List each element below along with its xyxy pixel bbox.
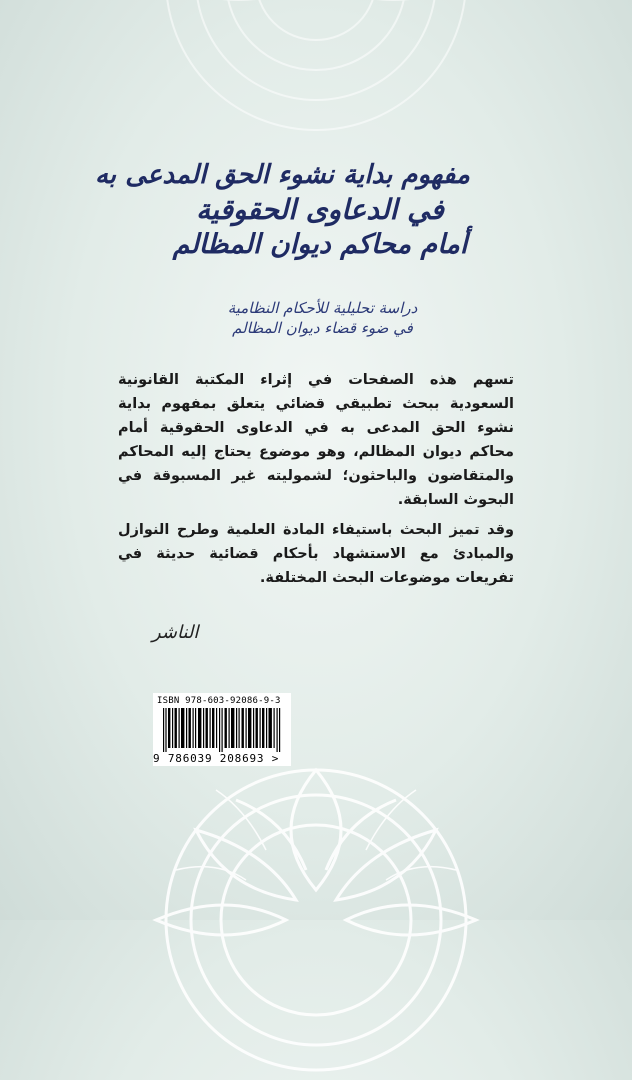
book-subtitle (205, 298, 440, 339)
barcode-digits: 9 786039 208693 > (153, 752, 280, 765)
title-line-2: في الدعاوى الحقوقية (196, 193, 444, 227)
isbn-barcode (153, 693, 291, 766)
book-title (94, 160, 470, 260)
subtitle-line-1: دراسة تحليلية للأحكام النظامية (227, 299, 418, 317)
ornament-top-icon (116, 0, 516, 140)
ornament-bottom-icon (116, 760, 516, 1080)
isbn-label: ISBN 978-603-92086-9-3 (157, 696, 281, 706)
barcode-bars-icon (163, 708, 281, 752)
title-line-3: أمام محاكم ديوان المظالم (172, 228, 468, 260)
publisher-signature: الناشر (152, 622, 199, 643)
blurb-text (118, 368, 514, 590)
subtitle-line-2: في ضوء قضاء ديوان المظالم (232, 319, 413, 338)
blurb-paragraph-2: وقد تميز البحث باستيفاء المادة العلمية وطرح النوازل والمبادئ مع الاستشهاد بأحكام قضائية حديثة في تفريعات موضوعات البحث المختلفة. (118, 522, 514, 586)
blurb-paragraph-1: تسهم هذه الصفحات في إثراء المكتبة القانونية السعودية ببحث تطبيقي قضائي يتعلق بمفهوم بداية نشوء الحق المدعى به في الدعاوى الحقوقية أمام محاكم ديوان المظالم، وهو موضوع يحتاج إليه المحاكم والمتقاضون والباحثون؛ لشموليته غير المسبوقة في البحوث السابقة. (118, 372, 514, 508)
title-line-1: مفهوم بداية نشوء الحق المدعى به (94, 160, 470, 190)
